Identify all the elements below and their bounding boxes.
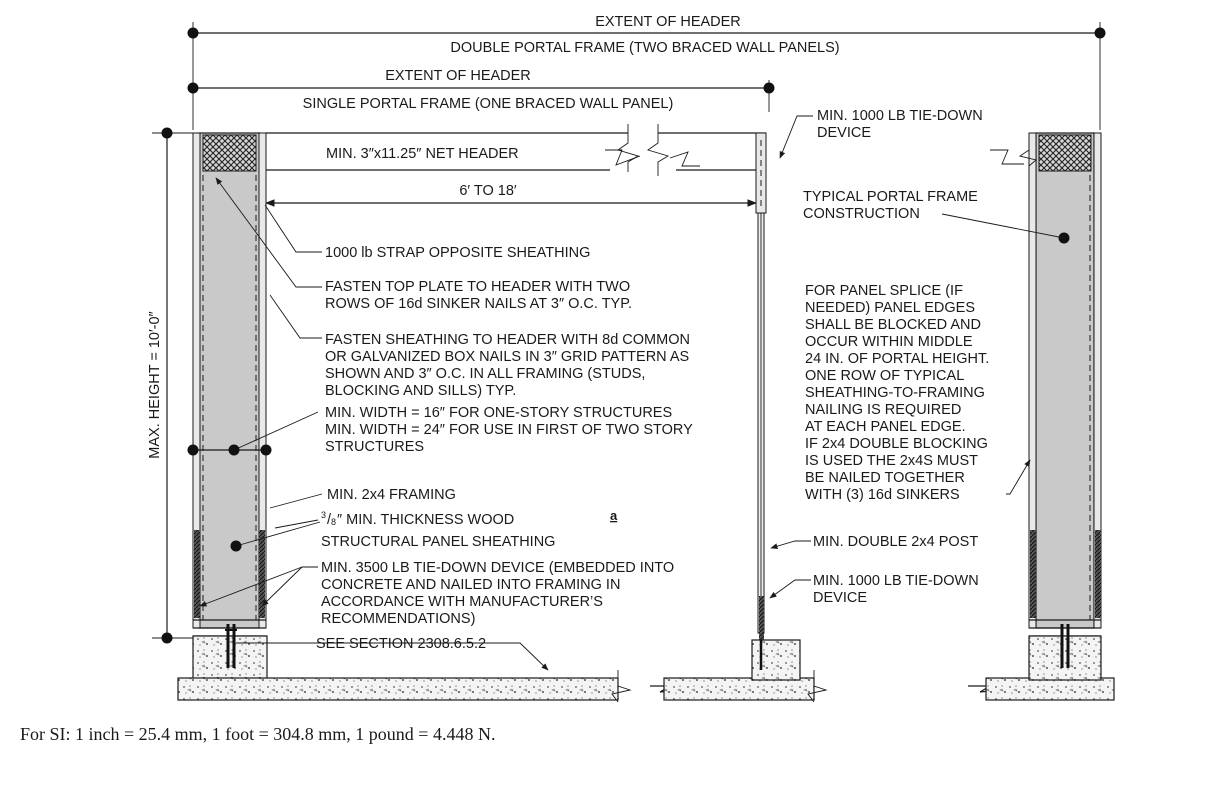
splice-note-4: OCCUR WITHIN MIDDLE xyxy=(805,334,973,350)
top-plate-note-1: FASTEN TOP PLATE TO HEADER WITH TWO xyxy=(325,279,631,295)
tiedown-3500-note-3: ACCORDANCE WITH MANUFACTURER’S xyxy=(321,594,603,610)
double-extent-label: EXTENT OF HEADER xyxy=(595,14,741,30)
splice-note-6: ONE ROW OF TYPICAL xyxy=(805,368,965,384)
strap-note: 1000 lb STRAP OPPOSITE SHEATHING xyxy=(325,245,591,261)
tiedown-3500-note-2: CONCRETE AND NAILED INTO FRAMING IN xyxy=(321,577,621,593)
sheathing-note-2: OR GALVANIZED BOX NAILS IN 3″ GRID PATTERN AS xyxy=(325,349,690,365)
splice-note-2: NEEDED) PANEL EDGES xyxy=(805,300,976,316)
splice-note-1: FOR PANEL SPLICE (IF xyxy=(805,283,963,299)
annotation-notes xyxy=(316,108,989,652)
framing-note: MIN. 2x4 FRAMING xyxy=(327,487,456,503)
splice-note-9: AT EACH PANEL EDGE. xyxy=(805,419,966,435)
left-foundation xyxy=(193,624,267,680)
sheathing-note-3: SHOWN AND 3″ O.C. IN ALL FRAMING (STUDS, xyxy=(325,366,646,382)
left-portal-panel xyxy=(188,133,272,636)
tiedown-top-note-2: DEVICE xyxy=(817,125,871,141)
splice-note-13: WITH (3) 16d SINKERS xyxy=(805,487,960,503)
double-post-note: MIN. DOUBLE 2x4 POST xyxy=(813,534,979,550)
splice-note-10: IF 2x4 DOUBLE BLOCKING xyxy=(805,436,988,452)
right-portal-panel xyxy=(990,133,1101,680)
double-frame-label: DOUBLE PORTAL FRAME (TWO BRACED WALL PANELS) xyxy=(450,40,840,56)
splice-note-5: 24 IN. OF PORTAL HEIGHT. xyxy=(805,351,990,367)
typical-note-2: CONSTRUCTION xyxy=(803,206,920,222)
single-frame-dimension xyxy=(188,68,775,112)
thickness-denominator: 8 xyxy=(331,517,337,527)
max-height-dimension xyxy=(147,128,196,644)
thickness-note: ″ MIN. THICKNESS WOOD xyxy=(337,512,515,528)
tie-down-strap-right xyxy=(259,530,265,618)
opening-dimension xyxy=(266,183,756,203)
max-height-label: MAX. HEIGHT = 10′-0″ xyxy=(147,311,163,459)
tie-down-strap-left xyxy=(194,530,200,618)
splice-note-11: IS USED THE 2x4S MUST xyxy=(805,453,978,469)
concrete-slab xyxy=(178,670,1114,702)
splice-note-8: NAILING IS REQUIRED xyxy=(805,402,962,418)
header-nailing-zone xyxy=(203,135,256,171)
tiedown-top-note-1: MIN. 1000 LB TIE-DOWN xyxy=(817,108,983,124)
tiedown-3500-note-4: RECOMMENDATIONS) xyxy=(321,611,476,627)
typical-note-1: TYPICAL PORTAL FRAME xyxy=(803,189,978,205)
tiedown-3500-note-1: MIN. 3500 LB TIE-DOWN DEVICE (EMBEDDED INTO xyxy=(321,560,675,576)
sheathing-note-1: FASTEN SHEATHING TO HEADER WITH 8d COMMON xyxy=(325,332,690,348)
thickness-numerator: 3 xyxy=(321,510,327,520)
center-double-post xyxy=(752,133,800,680)
min-width-note-2: MIN. WIDTH = 24″ FOR USE IN FIRST OF TWO STORY xyxy=(325,422,693,438)
see-section-note: SEE SECTION 2308.6.5.2 xyxy=(316,636,487,652)
sheathing-note-4: BLOCKING AND SILLS) TYP. xyxy=(325,383,517,399)
splice-note-7: SHEATHING-TO-FRAMING xyxy=(805,385,985,401)
min-width-note-3: STRUCTURES xyxy=(325,439,425,455)
si-conversion: For SI: 1 inch = 25.4 mm, 1 foot = 304.8 mm, 1 pound = 4.448 N. xyxy=(20,724,496,744)
tiedown-bottom-note-2: DEVICE xyxy=(813,590,867,606)
opening-label: 6′ TO 18′ xyxy=(459,183,517,199)
splice-note-3: SHALL BE BLOCKED AND xyxy=(805,317,981,333)
structural-panel-note: STRUCTURAL PANEL SHEATHING xyxy=(321,534,556,550)
tiedown-bottom-note-1: MIN. 1000 LB TIE-DOWN xyxy=(813,573,979,589)
splice-note-12: BE NAILED TOGETHER xyxy=(805,470,965,486)
header-beam xyxy=(266,124,766,176)
header-size-label: MIN. 3″x11.25″ NET HEADER xyxy=(326,146,519,162)
single-extent-label: EXTENT OF HEADER xyxy=(385,68,531,84)
footnote-ref: a xyxy=(610,508,618,523)
min-width-note-1: MIN. WIDTH = 16″ FOR ONE-STORY STRUCTURES xyxy=(325,405,673,421)
svg-text:/: / xyxy=(327,512,332,528)
top-plate-note-2: ROWS OF 16d SINKER NAILS AT 3″ O.C. TYP. xyxy=(325,296,633,312)
single-frame-label: SINGLE PORTAL FRAME (ONE BRACED WALL PANEL) xyxy=(302,96,674,112)
